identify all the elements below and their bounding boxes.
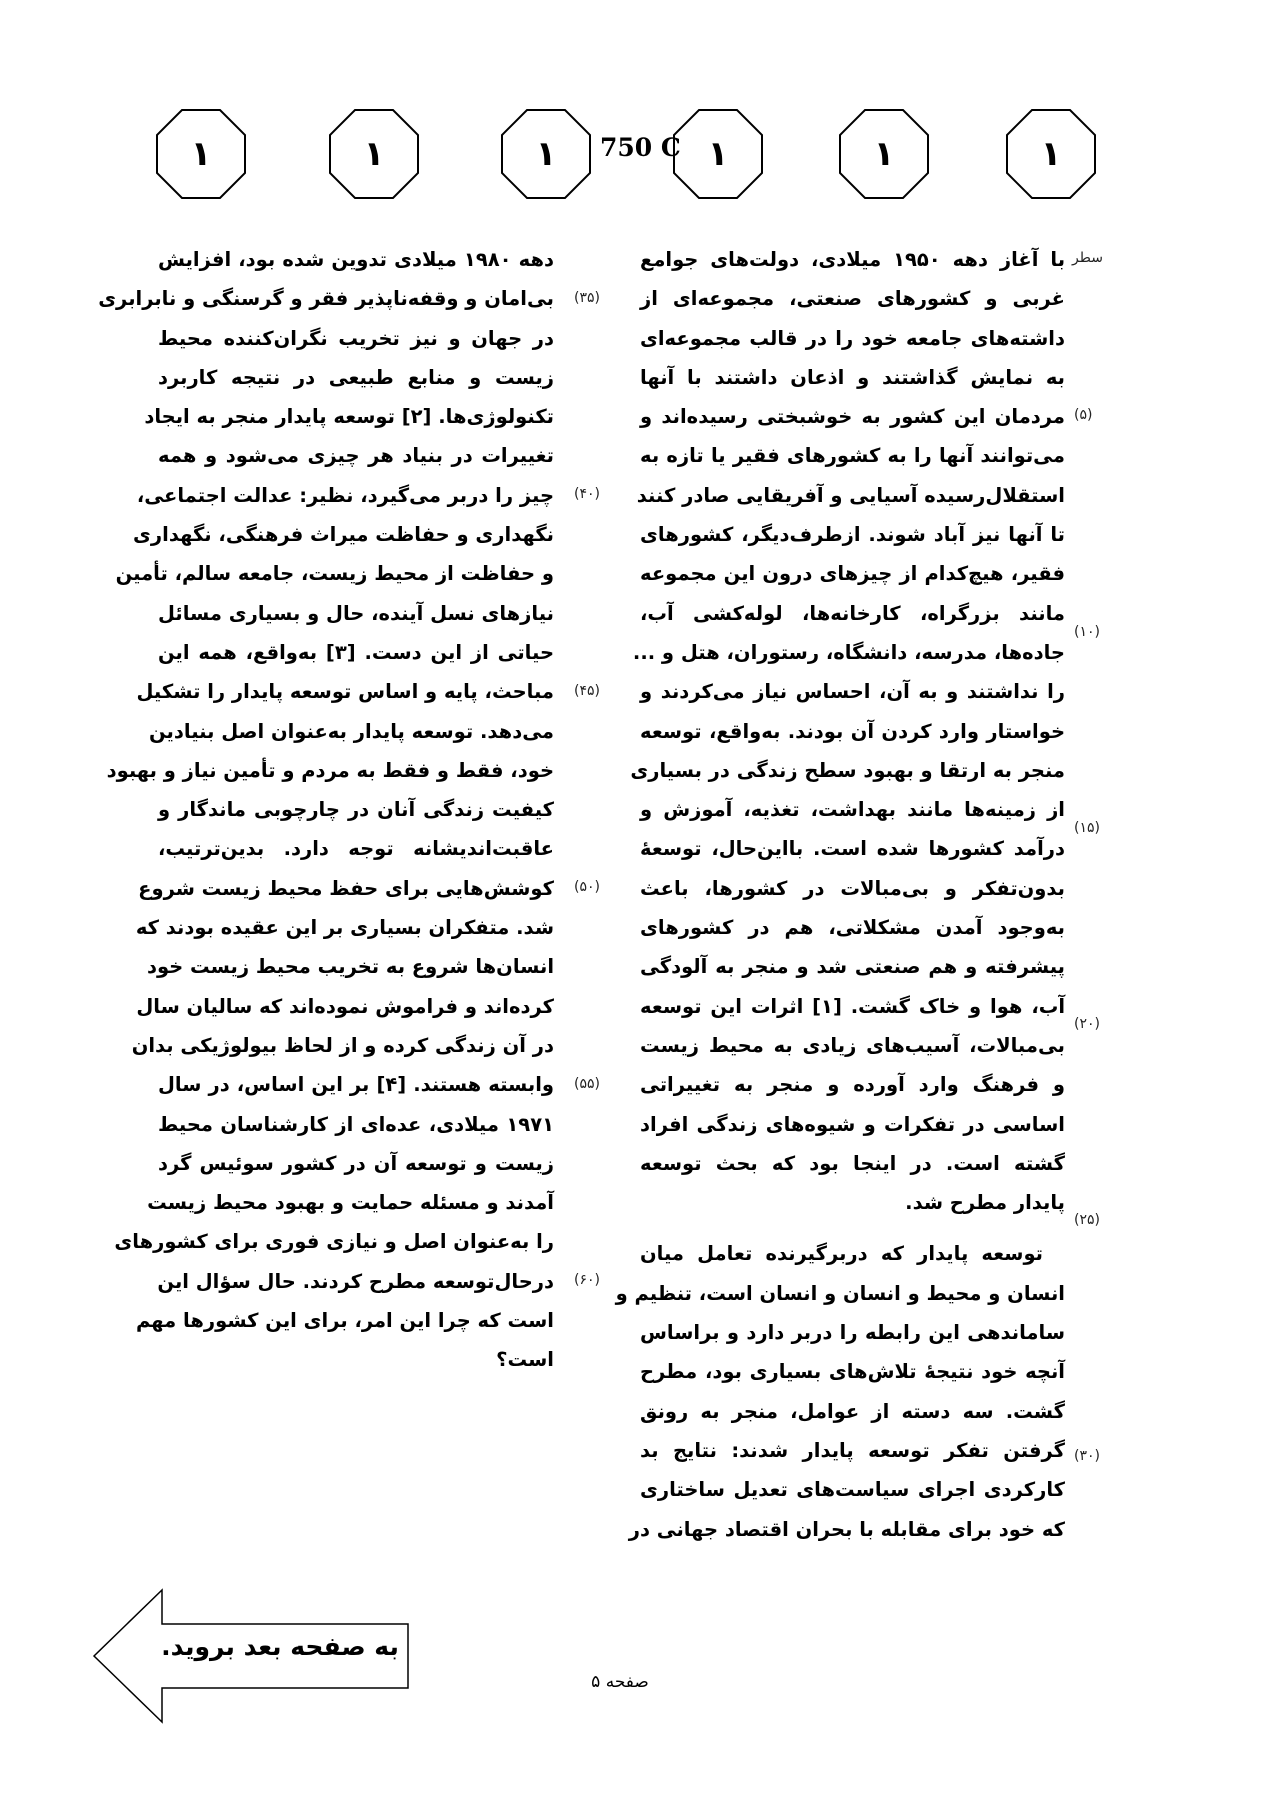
- line-marker: (۴۵): [574, 683, 600, 699]
- passage-line: می‌توانند آنها را به کشورهای فقیر یا تازه به: [640, 444, 1065, 468]
- passage-line: عاقبت‌اندیشانه توجه دارد. بدین‌ترتیب،: [158, 837, 554, 861]
- passage-line: انسان‌ها شروع به تخریب محیط زیست خود: [146, 955, 554, 979]
- passage-line: گشته است. در اینجا بود که بحث توسعه: [640, 1151, 1065, 1175]
- passage-line: خواستار وارد کردن آن بودند. به‌واقع، توسعه: [640, 719, 1065, 743]
- passage-line: آب، هوا و خاک گشت. [۱] اثرات این توسعه: [640, 994, 1066, 1018]
- passage-line: آمدند و مسئله حمایت و بهبود محیط زیست: [147, 1191, 554, 1215]
- code-box: [838, 108, 930, 200]
- passage-line: نیازهای نسل آینده، حال و بسیاری مسائل: [158, 601, 554, 625]
- passage-line: مردمان این کشور به خوشبختی رسیده‌اند و: [640, 405, 1065, 429]
- passage-line: آنچه خود نتیجهٔ تلاش‌های بسیاری بود، مطرح: [640, 1360, 1065, 1384]
- passage-line: شد. متفکران بسیاری بر این عقیده بودند که: [135, 916, 554, 940]
- passage-line: با آغاز دهه ۱۹۵۰ میلادی، دولت‌های جوامع: [640, 248, 1066, 271]
- passage-line: منجر به ارتقا و بهبود سطح زندگی در بسیاری: [630, 758, 1065, 782]
- passage-line: را نداشتند و به آن، احساس نیاز می‌کردند و: [640, 680, 1065, 704]
- code-box: [672, 108, 764, 200]
- passage-line: دهه ۱۹۸۰ میلادی تدوین شده بود، افزایش: [158, 248, 554, 271]
- line-marker: (۳۵): [574, 290, 600, 306]
- code-box-label: ۱: [190, 134, 212, 174]
- passage-line: وابسته هستند. [۴] بر این اساس، در سال: [158, 1073, 555, 1097]
- code-box: [1005, 108, 1097, 200]
- code-box-label: ۱: [363, 134, 385, 174]
- line-marker: (۴۰): [574, 486, 600, 502]
- booklet-code: 750 C: [600, 133, 681, 162]
- passage-line: از زمینه‌ها مانند بهداشت، تغذیه، آموزش و: [640, 798, 1065, 822]
- line-marker: (۶۰): [574, 1272, 600, 1288]
- passage-line: حیاتی از این دست. [۳] به‌واقع، همه این: [158, 640, 555, 664]
- passage-line: است؟: [496, 1348, 554, 1372]
- passage-line: ۱۹۷۱ میلادی، عده‌ای از کارشناسان محیط: [158, 1112, 554, 1136]
- passage-line: مانند بزرگراه، کارخانه‌ها، لوله‌کشی آب،: [640, 601, 1065, 625]
- line-marker: (۲۰): [1074, 1016, 1100, 1032]
- passage-line: داشته‌های جامعه خود را در قالب مجموعه‌ای: [640, 326, 1065, 350]
- passage-line: و حفاظت از محیط زیست، جامعه سالم، تأمین: [115, 562, 554, 586]
- page-number: صفحه ۵: [591, 1672, 649, 1692]
- passage-line: است که چرا این امر، برای این کشورها مهم: [136, 1309, 554, 1333]
- code-box: [328, 108, 420, 200]
- code-box-label: ۱: [707, 134, 729, 174]
- passage-line: کرده‌اند و فراموش نموده‌اند که سالیان سال: [136, 994, 554, 1018]
- passage-line: مباحث، پایه و اساس توسعه پایدار را تشکیل: [136, 680, 554, 704]
- passage-left-column: [98, 240, 555, 1380]
- code-box-label: ۱: [873, 134, 895, 174]
- passage-line: استقلال‌رسیده آسیایی و آفریقایی صادر کنند: [636, 483, 1065, 507]
- passage-line: فقیر، هیچ‌کدام از چیزهای درون این مجموعه: [640, 562, 1065, 586]
- passage-line: انسان و محیط و انسان و انسان است، تنظیم و: [615, 1281, 1065, 1305]
- passage-line: و فرهنگ وارد آورده و منجر به تغییراتی: [640, 1073, 1065, 1097]
- line-marker: (۵): [1074, 407, 1093, 423]
- passage-line: در جهان و نیز تخریب نگران‌کننده محیط: [158, 326, 554, 350]
- passage-line: پیشرفته و هم صنعتی شد و منجر به آلودگی: [640, 955, 1065, 979]
- passage-line: را به‌عنوان اصل و نیازی فوری برای کشورهای: [114, 1230, 554, 1254]
- answer-code-header: [0, 108, 1277, 200]
- passage-line: پایدار مطرح شد.: [905, 1191, 1065, 1215]
- passage-line: نگهداری و حفاظت میراث فرهنگی، نگهداری: [133, 523, 554, 547]
- passage-line: گرفتن تفکر توسعه پایدار شدند: نتایج بد: [640, 1438, 1065, 1462]
- passage-line: به‌وجود آمدن مشکلاتی، هم در کشورهای: [640, 916, 1065, 940]
- passage-line: زیست و منابع طبیعی در نتیجه کاربرد: [158, 365, 554, 389]
- passage-line: جاده‌ها، مدرسه، دانشگاه، رستوران، هتل و ...: [632, 640, 1065, 664]
- line-marker: (۱۰): [1074, 624, 1100, 640]
- line-marker-title: سطر: [1072, 250, 1103, 266]
- line-marker: (۱۵): [1074, 820, 1100, 836]
- passage-line: بدون‌تفکر و بی‌مبالات در کشورها، باعث: [640, 876, 1065, 900]
- passage-line: می‌دهد. توسعه پایدار به‌عنوان اصل بنیادین: [149, 719, 554, 743]
- next-page-label: به صفحه بعد بروید.: [161, 1632, 399, 1661]
- line-marker: (۲۵): [1074, 1212, 1100, 1228]
- passage-line: بی‌امان و وقفه‌ناپذیر فقر و گرسنگی و نابرابری: [98, 287, 554, 311]
- passage-line: بی‌مبالات، آسیب‌های زیادی به محیط زیست: [640, 1033, 1065, 1057]
- passage-line: اساسی در تفکرات و شیوه‌های زندگی افراد: [640, 1112, 1065, 1136]
- passage-line: در آن زندگی کرده و از لحاظ بیولوژیکی بدان: [131, 1033, 554, 1057]
- line-marker: (۵۵): [574, 1076, 600, 1092]
- passage-line: درآمد کشورها شده است. بااین‌حال، توسعهٔ: [640, 837, 1065, 861]
- line-marker: (۵۰): [574, 879, 600, 895]
- code-box-label: ۱: [1040, 134, 1062, 174]
- passage-line: کوشش‌هایی برای حفظ محیط زیست شروع: [138, 876, 554, 900]
- passage-line: تکنولوژی‌ها. [۲] توسعه پایدار منجر به ایجاد: [144, 405, 554, 429]
- line-marker: (۳۰): [1074, 1448, 1100, 1464]
- passage-right-column: [615, 240, 1066, 1549]
- passage-line: زیست و توسعه آن در کشور سوئیس گرد: [158, 1151, 554, 1175]
- passage-line: گشت. سه دسته از عوامل، منجر به رونق: [640, 1399, 1065, 1423]
- code-box: [155, 108, 247, 200]
- passage-line: کیفیت زندگی آنان در چارچوبی ماندگار و: [158, 798, 554, 822]
- code-box-label: ۱: [535, 134, 557, 174]
- passage-line: درحال‌توسعه مطرح کردند. حال سؤال این: [157, 1269, 554, 1293]
- passage-line: تا آنها نیز آباد شوند. ازطرف‌دیگر، کشورهای: [640, 523, 1065, 547]
- passage-line: که خود برای مقابله با بحران اقتصاد جهانی در: [628, 1517, 1065, 1541]
- passage-line: کارکردی اجرای سیاست‌های تعدیل ساختاری: [640, 1478, 1065, 1502]
- passage-line: تغییرات در بنیاد هر چیزی می‌شود و همه: [158, 444, 554, 468]
- passage-line: به نمایش گذاشتند و اذعان داشتند با آنها: [640, 365, 1065, 389]
- code-box: [500, 108, 592, 200]
- passage-line: غربی و کشورهای صنعتی، مجموعه‌ای از: [640, 287, 1065, 311]
- passage-line: چیز را دربر می‌گیرد، نظیر: عدالت اجتماعی،: [136, 483, 554, 507]
- passage-line: خود، فقط و فقط به مردم و تأمین نیاز و بهبود: [106, 758, 554, 782]
- passage-line: ساماندهی این رابطه را دربر دارد و براساس: [640, 1321, 1065, 1345]
- passage-line: توسعه پایدار که دربرگیرنده تعامل میان: [640, 1242, 1043, 1266]
